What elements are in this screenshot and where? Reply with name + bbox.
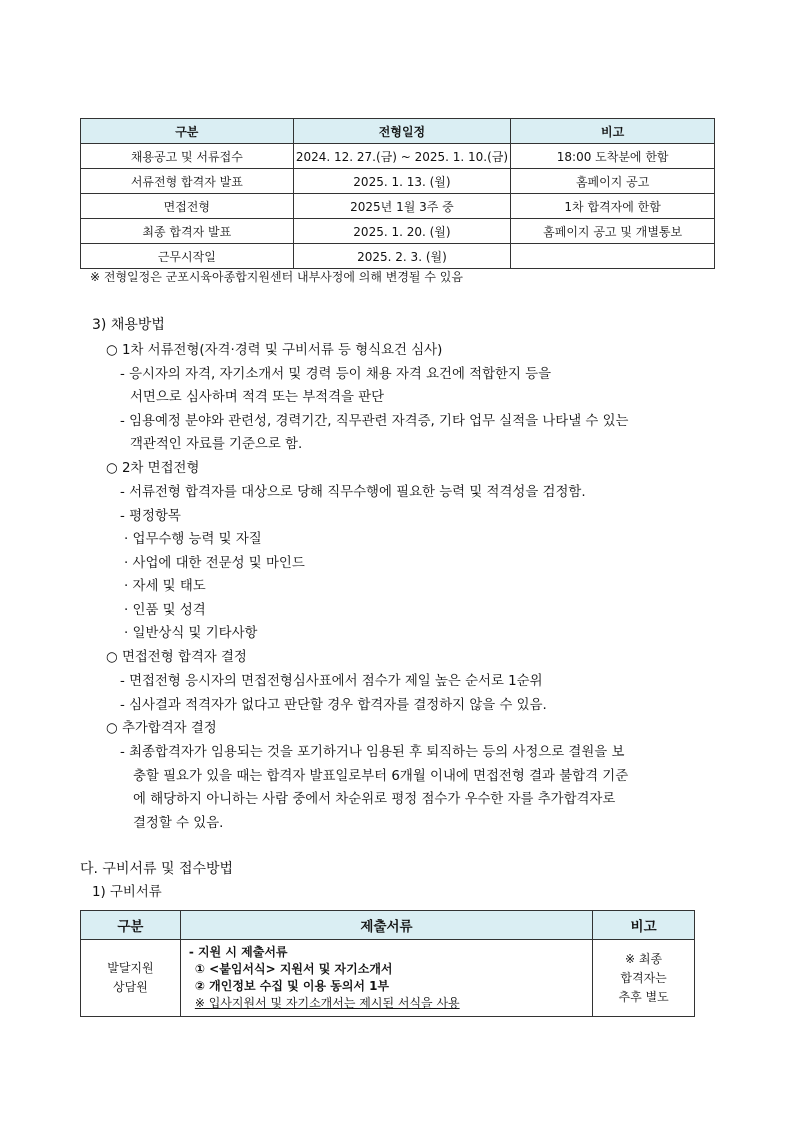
- doc-item: ① <붙임서식> 지원서 및 자기소개서: [194, 962, 393, 976]
- cell: 홈페이지 공고 및 개별통보: [511, 219, 715, 244]
- remark-cell: [593, 940, 695, 1017]
- cell: 홈페이지 공고: [511, 169, 715, 194]
- docs-header-row: [81, 911, 695, 940]
- cell: 서류전형 합격자 발표: [81, 169, 294, 194]
- header-documents: 제출서류: [180, 911, 592, 940]
- table-row: [81, 194, 715, 219]
- documents-table: [80, 910, 695, 1017]
- doc-note: ※ 입사지원서 및 자기소개서는 제시된 서식을 사용: [194, 996, 460, 1010]
- section-title: 3) 채용방법: [92, 317, 165, 333]
- remark-line: ※ 최종: [625, 951, 663, 966]
- remark-line: 합격자는: [620, 970, 667, 985]
- additional-l4: 결정할 수 있음.: [133, 816, 224, 831]
- criteria-item: · 업무수행 능력 및 자질: [124, 532, 262, 547]
- cell: 최종 합격자 발표: [81, 219, 294, 244]
- round2-heading: ○ 2차 면접전형: [106, 461, 200, 476]
- additional-heading: ○ 추가합격자 결정: [106, 721, 217, 736]
- table-row: [81, 169, 715, 194]
- cell: 2025. 1. 20. (월): [293, 219, 511, 244]
- cell: 2025년 1월 3주 중: [293, 194, 511, 219]
- cell: [511, 244, 715, 269]
- criteria-item: · 사업에 대한 전문성 및 마인드: [124, 556, 305, 571]
- cell: 2025. 1. 13. (월): [293, 169, 511, 194]
- criteria-item: · 일반상식 및 기타사항: [124, 626, 258, 641]
- table-row: [81, 940, 695, 1017]
- cell: 1차 합격자에 한함: [511, 194, 715, 219]
- decision-heading: ○ 면접전형 합격자 결정: [106, 650, 247, 665]
- round1-heading: ○ 1차 서류전형(자격·경력 및 구비서류 등 형식요건 심사): [106, 343, 443, 358]
- header-remark: 비고: [593, 911, 695, 940]
- cell: 면접전형: [81, 194, 294, 219]
- additional-l2: 충할 필요가 있을 때는 합격자 발표일로부터 6개월 이내에 면접전형 결과 불합격 기준: [133, 769, 629, 784]
- header-schedule: 전형일정: [293, 119, 511, 144]
- schedule-header-row: [81, 119, 715, 144]
- cell: 근무시작일: [81, 244, 294, 269]
- header-category: 구분: [81, 119, 294, 144]
- table-row: [81, 219, 715, 244]
- cell: 18:00 도착분에 한함: [511, 144, 715, 169]
- schedule-note: ※ 전형일정은 군포시육아종합지원센터 내부사정에 의해 변경될 수 있음: [90, 270, 463, 284]
- criteria-item: · 인품 및 성격: [124, 603, 206, 618]
- additional-l3: 에 해당하지 아니하는 사람 중에서 차순위로 평정 점수가 우수한 자를 추가합격자로: [133, 792, 616, 807]
- header-remark: 비고: [511, 119, 715, 144]
- table-row: [81, 144, 715, 169]
- cell: 채용공고 및 서류접수: [81, 144, 294, 169]
- decision-item1: - 면접전형 응시자의 면접전형심사표에서 점수가 제일 높은 순서로 1순위: [120, 674, 543, 689]
- category-cell: [81, 940, 181, 1017]
- cell: 2025. 2. 3. (월): [293, 244, 511, 269]
- docs-heading: - 지원 시 제출서류: [188, 945, 288, 959]
- cell: 2024. 12. 27.(금) ~ 2025. 1. 10.(금): [293, 144, 511, 169]
- decision-item2: - 심사결과 적격자가 없다고 판단할 경우 합격자를 결정하지 않을 수 있음.: [120, 698, 547, 713]
- category-line: 발달지원: [107, 961, 154, 975]
- round2-item1: - 서류전형 합격자를 대상으로 당해 직무수행에 필요한 능력 및 적격성을 검정함.: [120, 485, 586, 500]
- round1-item2: - 임용예정 분야와 관련성, 경력기간, 직무관련 자격증, 기타 업무 실적을 나타낼 수 있는: [120, 414, 629, 429]
- round2-item2: - 평정항목: [120, 509, 181, 524]
- category-line: 상담원: [113, 980, 148, 994]
- round1-item2-cont: 객관적인 자료를 기준으로 함.: [130, 437, 303, 452]
- table-row: [81, 244, 715, 269]
- round1-item1: - 응시자의 자격, 자기소개서 및 경력 등이 채용 자격 요건에 적합한지 등을: [120, 367, 552, 382]
- section-d-title: 다. 구비서류 및 접수방법: [80, 861, 234, 877]
- schedule-table: [80, 118, 715, 269]
- round1-item1-cont: 서면으로 심사하며 적격 또는 부적격을 판단: [130, 390, 385, 405]
- doc-item: ② 개인정보 수집 및 이용 동의서 1부: [194, 979, 390, 993]
- section-d-sub: 1) 구비서류: [92, 885, 162, 900]
- remark-line: 추후 별도: [618, 989, 669, 1004]
- header-category: 구분: [81, 911, 181, 940]
- documents-cell: [180, 940, 592, 1017]
- additional-l1: - 최종합격자가 임용되는 것을 포기하거나 임용된 후 퇴직하는 등의 사정으로 결원을 보: [120, 745, 625, 760]
- criteria-item: · 자세 및 태도: [124, 579, 206, 594]
